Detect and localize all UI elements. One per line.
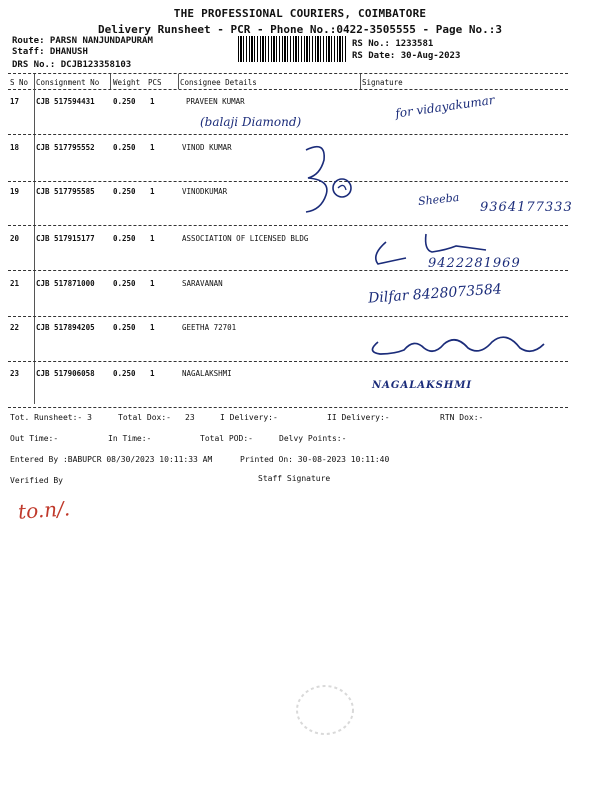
row-pcs: 1 [150, 187, 155, 196]
row-weight: 0.250 [113, 323, 136, 332]
row-rule [8, 225, 568, 226]
col-divider [110, 74, 111, 89]
row-weight: 0.250 [113, 279, 136, 288]
entered-by: Entered By :BABUPCR 08/30/2023 10:11:33 AM [10, 455, 213, 464]
col-divider [178, 74, 179, 89]
staff-label: Staff: DHANUSH [12, 47, 88, 57]
ii-delivery: II Delivery:- [327, 413, 390, 422]
in-time: In Time:- [108, 434, 152, 443]
col-weight: Weight [113, 78, 141, 87]
row-consignee: VINOD KUMAR [182, 143, 232, 152]
row-consignment: CJB 517906058 [36, 369, 95, 378]
handwritten-signature: Dilfar 8428073584 [367, 281, 503, 307]
row-rule [8, 134, 568, 135]
handwritten-signature: for vidayakumar [394, 92, 496, 121]
i-delivery: I Delivery:- [220, 413, 278, 422]
row-consignee: PRAVEEN KUMAR [186, 97, 245, 106]
col-divider [360, 74, 361, 89]
staff-signature: Staff Signature [258, 474, 331, 483]
signature-scribble [296, 140, 366, 235]
row-rule [8, 316, 568, 317]
row-pcs: 1 [150, 279, 155, 288]
company-title: THE PROFESSIONAL COURIERS, COIMBATORE [173, 7, 427, 20]
header-rule-top [8, 73, 568, 74]
row-weight: 0.250 [113, 369, 136, 378]
row-consignment: CJB 517795552 [36, 143, 95, 152]
handwritten-phone: 9422281969 [428, 256, 521, 271]
runsheet-title: Delivery Runsheet - PCR - Phone No.:0422-3505555 - Page No.:3 [98, 23, 502, 36]
rtn-dox: RTN Dox:- [440, 413, 484, 422]
row-weight: 0.250 [113, 187, 136, 196]
row-weight: 0.250 [113, 143, 136, 152]
row-consignee: SARAVANAN [182, 279, 223, 288]
total-dox-label: Total Dox:- [118, 413, 171, 422]
row-pcs: 1 [150, 97, 155, 106]
row-sno: 20 [10, 234, 20, 243]
col-consignment: Consignment No [36, 78, 100, 87]
col-pcs: PCS [148, 78, 162, 87]
total-dox-value: 23 [185, 413, 195, 422]
row-sno: 17 [10, 97, 20, 106]
barcode [238, 36, 346, 62]
row-consignee: NAGALAKSHMI [182, 369, 232, 378]
row-pcs: 1 [150, 143, 155, 152]
row-consignee: GEETHA 72701 [182, 323, 237, 332]
drs-number: DRS No.: DCJB123358103 [12, 60, 132, 70]
faint-stamp [290, 680, 360, 740]
rs-date: RS Date: 30-Aug-2023 [352, 51, 461, 61]
row-consignment: CJB 517871000 [36, 279, 95, 288]
row-weight: 0.250 [113, 97, 136, 106]
row-consignment: CJB 517594431 [36, 97, 95, 106]
row-sno: 21 [10, 279, 20, 288]
row-pcs: 1 [150, 369, 155, 378]
col-sno: S No [10, 78, 29, 87]
row-rule [8, 407, 568, 408]
signature-scribble [364, 326, 564, 366]
col-divider [34, 74, 35, 404]
row-consignment: CJB 517795585 [36, 187, 95, 196]
verified-by: Verified By [10, 476, 63, 485]
printed-on: Printed On: 30-08-2023 10:11:40 [240, 455, 390, 464]
row-pcs: 1 [150, 234, 155, 243]
row-consignee: VINODKUMAR [182, 187, 228, 196]
row-consignment: CJB 517894205 [36, 323, 95, 332]
col-signature: Signature [362, 78, 403, 87]
row-pcs: 1 [150, 323, 155, 332]
col-consignee: Consignee Details [180, 78, 257, 87]
row-consignee: ASSOCIATION OF LICENSED BLDG [182, 234, 309, 243]
header-rule-bottom [8, 89, 568, 90]
row-sno: 23 [10, 369, 20, 378]
row-sno: 19 [10, 187, 20, 196]
handwritten-signature: Sheeba [417, 190, 460, 209]
handwritten-note: (balaji Diamond) [200, 115, 302, 129]
row-sno: 22 [10, 323, 20, 332]
out-time: Out Time:- [10, 434, 59, 443]
handwritten-phone: 9364177333 [480, 200, 573, 215]
route-label: Route: PARSN NANJUNDAPURAM [12, 36, 153, 46]
row-weight: 0.250 [113, 234, 136, 243]
rs-number: RS No.: 1233581 [352, 39, 434, 49]
row-rule [8, 181, 568, 182]
row-consignment: CJB 517915177 [36, 234, 95, 243]
delvy-points: Delvy Points:- [279, 434, 347, 443]
tot-runsheet: Tot. Runsheet:- 3 [10, 413, 92, 422]
total-pod: Total POD:- [200, 434, 253, 443]
row-sno: 18 [10, 143, 20, 152]
handwritten-signature: NAGALAKSHMI [372, 380, 473, 391]
verified-initials: to.n/. [17, 496, 71, 524]
